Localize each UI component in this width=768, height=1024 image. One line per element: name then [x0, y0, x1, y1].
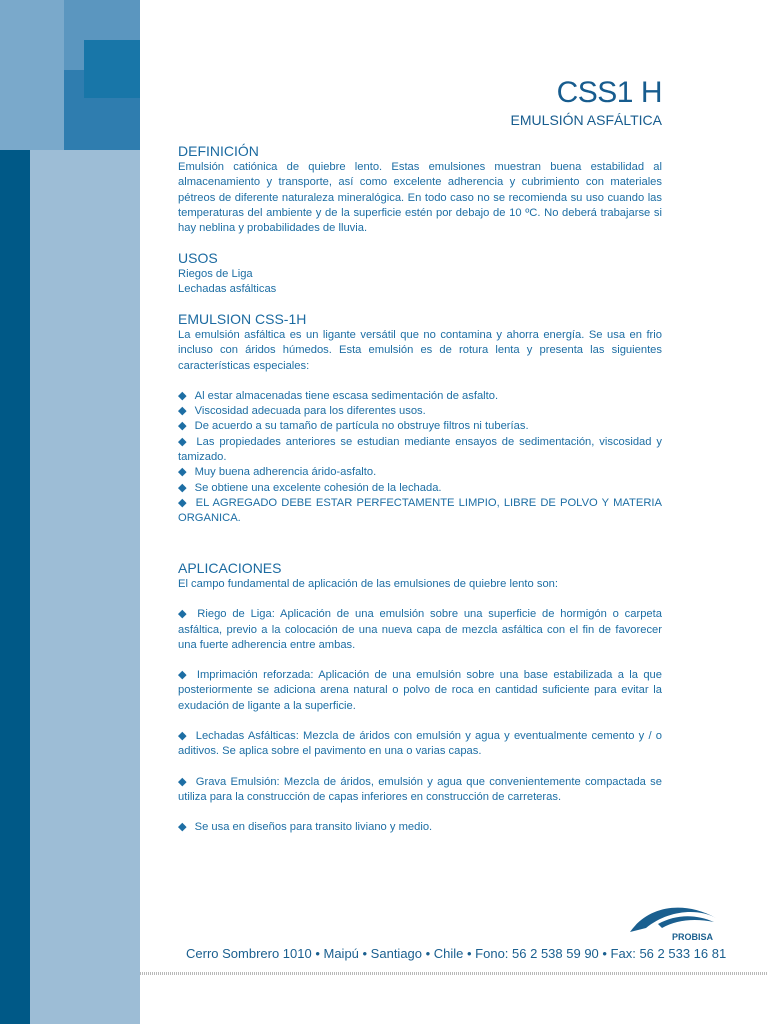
logo-swoosh-icon — [628, 898, 718, 942]
side-band-block — [84, 40, 140, 98]
usos-item: Riegos de Liga — [178, 268, 253, 280]
diamond-bullet-icon: ◆ — [178, 730, 188, 743]
diamond-bullet-icon: ◆ — [178, 389, 187, 402]
page-title: CSS1 H — [556, 76, 662, 109]
diamond-bullet-icon: ◆ — [178, 669, 189, 682]
application-item: ◆ Lechadas Asfálticas: Mezcla de áridos con emulsión y agua y eventualmente cemento y / o aditivos. Se aplica sobre el pavimento en una o varias capas. — [178, 730, 663, 758]
footer-divider — [140, 972, 768, 975]
diamond-bullet-icon: ◆ — [178, 481, 187, 494]
application-item: ◆ Grava Emulsión: Mezcla de áridos, emulsión y agua que convenientemente compactada se utiliza para la construcción de capas inferiores en construcción de carreteras. — [178, 775, 662, 803]
section-heading: APLICACIONES — [178, 560, 282, 576]
section-emulsion — [178, 311, 662, 527]
page-subtitle: EMULSIÓN ASFÁLTICA — [510, 112, 662, 128]
section-text: El campo fundamental de aplicación de las emulsiones de quiebre lento son: — [178, 578, 558, 590]
diamond-bullet-icon: ◆ — [178, 466, 187, 479]
side-band-stripe — [0, 150, 30, 1024]
list-item: ◆ De acuerdo a su tamaño de partícula no obstruye filtros ni tuberías. — [178, 420, 529, 433]
logo-text: PROBISA — [672, 932, 714, 942]
section-aplicaciones — [178, 560, 662, 836]
application-item: ◆ Riego de Liga: Aplicación de una emulsión sobre una superficie de hormigón o carpeta asfáltica, previo a la colocación de una nueva capa de mezcla asfáltica con el fin de favorecer una fuerte adherencia entre ambas. — [178, 608, 662, 651]
feature-list — [178, 389, 662, 527]
diamond-bullet-icon: ◆ — [178, 435, 189, 448]
list-item: ◆ Al estar almacenadas tiene escasa sedimentación de asfalto. — [178, 389, 499, 402]
section-heading: USOS — [178, 250, 218, 266]
section-heading: EMULSION CSS-1H — [178, 311, 307, 327]
list-item: ◆ Viscosidad adecuada para los diferentes usos. — [178, 405, 426, 418]
section-usos — [178, 250, 662, 298]
diamond-bullet-icon: ◆ — [178, 775, 188, 788]
probisa-logo — [628, 898, 718, 942]
usos-item: Lechadas asfálticas — [178, 283, 277, 296]
side-band-block — [0, 0, 64, 150]
section-definicion — [178, 143, 662, 236]
section-text: La emulsión asfáltica es un ligante versátil que no contamina y ahorra energía. Se usa en frio incluso con áridos húmedos. Esta emulsión es de rotura lenta y presenta las siguientes características especiales: — [178, 329, 662, 372]
diamond-bullet-icon: ◆ — [178, 405, 187, 418]
application-item: ◆ Se usa en diseños para transito liviano y medio. — [178, 821, 433, 834]
list-item: ◆ Las propiedades anteriores se estudian mediante ensayos de sedimentación, viscosidad y tamizado. — [178, 435, 662, 464]
list-item: ◆ EL AGREGADO DEBE ESTAR PERFECTAMENTE LIMPIO, LIBRE DE POLVO Y MATERIA ORGANICA. — [178, 496, 662, 525]
list-item: ◆ Se obtiene una excelente cohesión de la lechada. — [178, 481, 442, 494]
diamond-bullet-icon: ◆ — [178, 420, 187, 433]
footer-address: Cerro Sombrero 1010 • Maipú • Santiago • Chile • Fono: 56 2 538 59 90 • Fax: 56 2 533 16 81 — [186, 946, 727, 961]
diamond-bullet-icon: ◆ — [178, 821, 187, 834]
list-item: ◆ Muy buena adherencia árido-asfalto. — [178, 466, 377, 479]
section-text: Emulsión catiónica de quiebre lento. Estas emulsiones muestran buena estabilidad al almacenamiento y transporte, así como excelente adherencia y cubrimiento con materiales pétreos de diferente naturaleza mineralógica. En todo caso no se recomienda su uso cuando las temperaturas del ambiente y de la superficie estén por debajo de 10 ºC. No deberá trabajarse si hay neblina y probabilidades de lluvia. — [178, 161, 662, 235]
diamond-bullet-icon: ◆ — [178, 496, 188, 509]
application-item: ◆ Imprimación reforzada: Aplicación de una emulsión sobre una base estabilizada a la que posteriormente se adiciona arena natural o polvo de roca en cantidad suficiente para evitar la exudación de ligante a la superficie. — [178, 669, 662, 712]
diamond-bullet-icon: ◆ — [178, 608, 190, 621]
section-heading: DEFINICIÓN — [178, 143, 259, 159]
